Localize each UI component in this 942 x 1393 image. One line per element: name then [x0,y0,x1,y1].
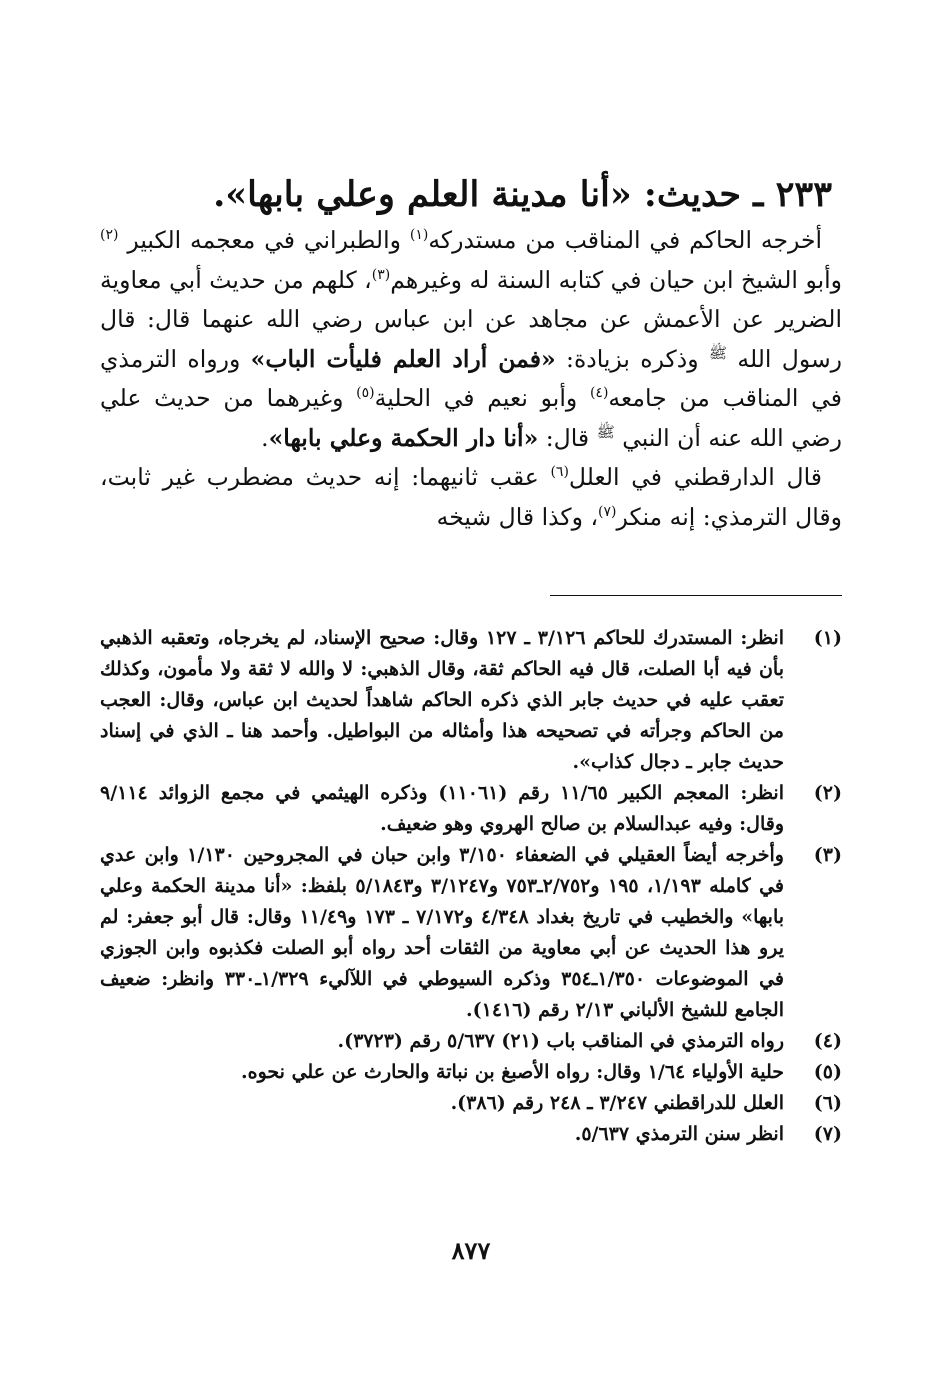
paragraph-1 [100,221,842,458]
footnote-ref-6[interactable]: (٦) [550,464,569,481]
footnote-number: (٦) [813,1092,842,1114]
main-text [100,221,842,537]
text-run: قال الدارقطني في العلل [568,463,822,491]
footnote-text: انظر: المعجم الكبير ١١/٦٥ رقم (١١٠٦١) وذكره الهيثمي في مجمع الزوائد ٩/١١٤ وقال: وفيه عبدالسلام بن صالح الهروي وهو ضعيف. [100,782,784,835]
text-run: وأبو الشيخ ابن حيان في كتابه السنة له وغيرهم [390,265,842,294]
salawat-symbol: ﷺ [708,343,728,362]
text-run: عقب ثانيهما: إنه حديث مضطرب غير ثابت، وقال الترمذي: إنه منكر [100,463,842,531]
salawat-symbol: ﷺ [596,422,615,441]
quoted-hadith-2: «أنا دار الحكمة وعلي بابها» [268,423,539,452]
footnote-ref-2[interactable]: (٢) [100,227,119,244]
footnote-ref-3[interactable]: (٣) [371,266,391,283]
footnote-6 [100,1088,842,1119]
text-run: ورواه الترمذي في المناقب من جامعه [100,344,843,412]
footnote-number: (٧) [813,1123,842,1145]
text-run: أخرجه الحاكم في المناقب من مستدركه [428,226,823,254]
footnote-2 [100,778,842,840]
page-number: ٨٧٧ [451,1236,491,1265]
hadith-heading: ٢٣٣ ـ حديث: «أنا مدينة العلم وعلي بابها». [213,174,832,215]
text-run: . [261,423,269,452]
footnote-text: رواه الترمذي في المناقب باب (٢١) ٥/٦٣٧ رقم (٣٧٢٣). [337,1030,784,1052]
text-run: قال: [538,423,597,452]
footnote-number: (٥) [813,1061,842,1083]
text-run: والطبراني في معجمه الكبير [118,226,410,254]
footnote-text: العلل للدراقطني ٣/٢٤٧ ـ ٢٤٨ رقم (٣٨٦). [450,1092,784,1114]
footnote-number: (٤) [813,1030,842,1052]
footnote-ref-7[interactable]: (٧) [598,503,617,520]
footnote-7 [100,1119,842,1150]
footnote-ref-5[interactable]: (٥) [356,385,375,402]
footnote-text: انظر سنن الترمذي ٥/٦٣٧. [574,1123,784,1145]
footnote-text: وأخرجه أيضاً العقيلي في الضعفاء ٣/١٥٠ وابن حبان في المجروحين ١/١٣٠ وابن عدي في كامله ١/١٩٣، ١٩٥ و٢/٧٥٢ـ٧٥٣ و٣/١٢٤٧ و٥/١٨٤٣ بلفظ: «أنا مدينة الحكمة وعلي بابها» والخطيب في تاريخ بغداد ٤/٣٤٨ و٧/١٧٢ ـ ١٧٣ و١١/٤٩ وقال: قال أبو جعفر: لم يرو هذا الحديث عن أبي معاوية من الثقات أحد رواه أبو الصلت فكذبوه وابن الجوزي في الموضوعات ١/٣٥٠ـ٣٥٤ وذكره السيوطي في اللآليء ١/٣٢٩ـ٣٣٠ وانظر: ضعيف الجامع للشيخ الألباني ٢/١٣ رقم (١٤١٦). [100,844,785,1021]
text-run: ، وكذا قال شيخه [436,502,599,531]
footnote-number: (٢) [813,782,842,804]
footnote-4 [100,1026,842,1057]
text-run: وذكره بزيادة: [555,344,709,373]
footnote-text: حلية الأولياء ١/٦٤ وقال: رواه الأصبغ بن نباتة والحارث عن علي نحوه. [241,1061,784,1083]
footnote-number: (٣) [813,844,842,866]
footnote-number: (١) [813,627,842,649]
footnote-5 [100,1057,842,1088]
text-run: وغيرهما من حديث علي رضي الله عنه أن النبي [100,384,842,452]
footnote-ref-1[interactable]: (١) [409,227,429,244]
text-run: ، كلهم من حديث أبي معاوية الضرير عن الأعمش عن مجاهد عن ابن عباس رضي الله عنهما قال: قال رسول الله [100,265,843,373]
footnote-separator [550,595,842,596]
text-run: وأبو نعيم في الحلية [374,384,590,412]
footnote-1 [100,623,842,778]
footnotes [100,623,842,1150]
footnote-3 [100,840,842,1026]
footnote-text: انظر: المستدرك للحاكم ٣/١٢٦ ـ ١٢٧ وقال: صحيح الإسناد، لم يخرجاه، وتعقبه الذهبي بأن فيه أبا الصلت، قال فيه الحاكم ثقة، وقال الذهبي: لا والله لا ثقة ولا مأمون، وكذلك تعقب عليه في حديث جابر الذي ذكره الحاكم شاهداً لحديث ابن عباس، وقال: العجب من الحاكم وجرأته في تصحيحه هذا وأمثاله من البواطيل. وأحمد هنا ـ الذي في إسناد حديث جابر ـ دجال كذاب». [100,627,784,773]
paragraph-2 [100,458,842,537]
footnote-ref-4[interactable]: (٤) [589,385,609,402]
quoted-hadith-1: «فمن أراد العلم فليأت الباب» [250,344,556,373]
